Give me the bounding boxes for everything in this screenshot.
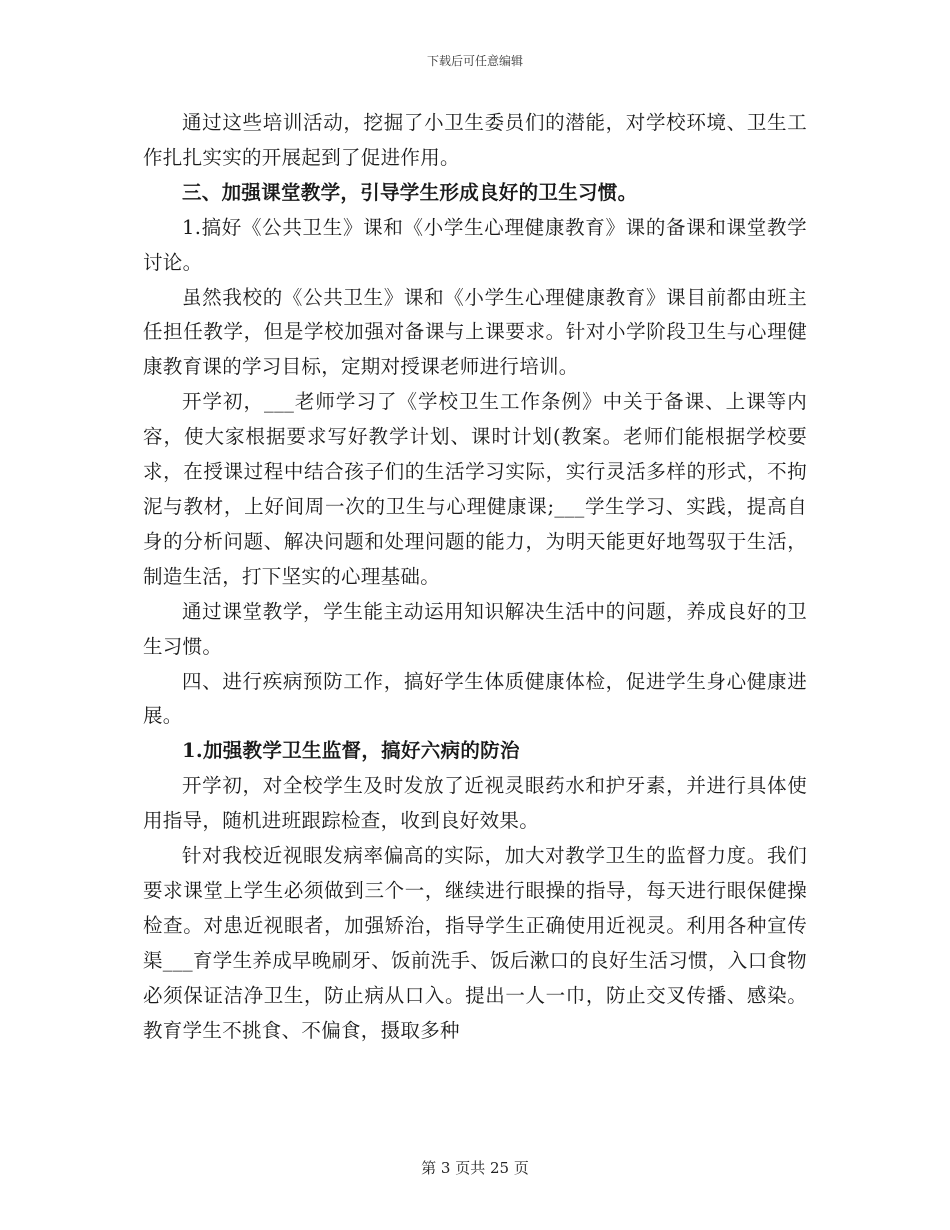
paragraph-4: 虽然我校的《公共卫生》课和《小学生心理健康教育》课目前都由班主任担任教学，但是学校加强对备课与上课要求。针对小学阶段卫生与心理健康教育课的学习目标，定期对授课老师进行培训。 xyxy=(143,285,807,379)
paragraph-5: 开学初，___老师学习了《学校卫生工作条例》中关于备课、上课等内容，使大家根据要求写好教学计划、课时计划(教案。老师们能根据学校要求，在授课过程中结合孩子们的生活学习实际，实行灵活多样的形式，不拘泥与教材，上好间周一次的卫生与心理健康课;___学生学习、实践，提高自身的分析问题、解决问题和处理问题的能力，为明天能更好地驾驭于生活，制造生活，打下坚实的心理基础。 xyxy=(143,390,807,588)
paragraph-1: 通过这些培训活动，挖掘了小卫生委员们的潜能，对学校环境、卫生工作扎扎实实的开展起到了促进作用。 xyxy=(143,111,807,169)
subheading-1: 1.加强教学卫生监督，搞好六病的防治 xyxy=(182,739,520,763)
paragraph-6: 通过课堂教学，学生能主动运用知识解决生活中的问题，养成良好的卫生习惯。 xyxy=(143,599,807,658)
document-body xyxy=(143,106,807,1048)
section-heading-4: 四、进行疾病预防工作，搞好学生体质健康体检，促进学生身心健康进展。 xyxy=(143,669,807,728)
paragraph-10: 针对我校近视眼发病率偏高的实际，加大对教学卫生的监督力度。我们要求课堂上学生必须做到三个一，继续进行眼操的指导，每天进行眼保健操检查。对患近视眼者，加强矫治，指导学生正确使用近视灵。利用各种宣传渠___育学生养成早晚刷牙、饭前洗手、饭后漱口的良好生活习惯，入口食物必须保证洁净卫生，防止病从口入。提出一人一巾，防止交叉传播、感染。教育学生不挑食、不偏食，摄取多种 xyxy=(143,844,807,1042)
paragraph-9: 开学初，对全校学生及时发放了近视灵眼药水和护牙素，并进行具体使用指导，随机进班跟踪检查，收到良好效果。 xyxy=(143,774,807,833)
page-header: 下载后可任意编辑 xyxy=(426,54,523,68)
page-footer: 第 3 页共 25 页 xyxy=(421,1159,529,1177)
section-heading-3: 三、加强课堂教学，引导学生形成良好的卫生习惯。 xyxy=(182,180,638,204)
paragraph-3: 1.搞好《公共卫生》课和《小学生心理健康教育》课的备课和课堂教学讨论。 xyxy=(143,215,807,274)
